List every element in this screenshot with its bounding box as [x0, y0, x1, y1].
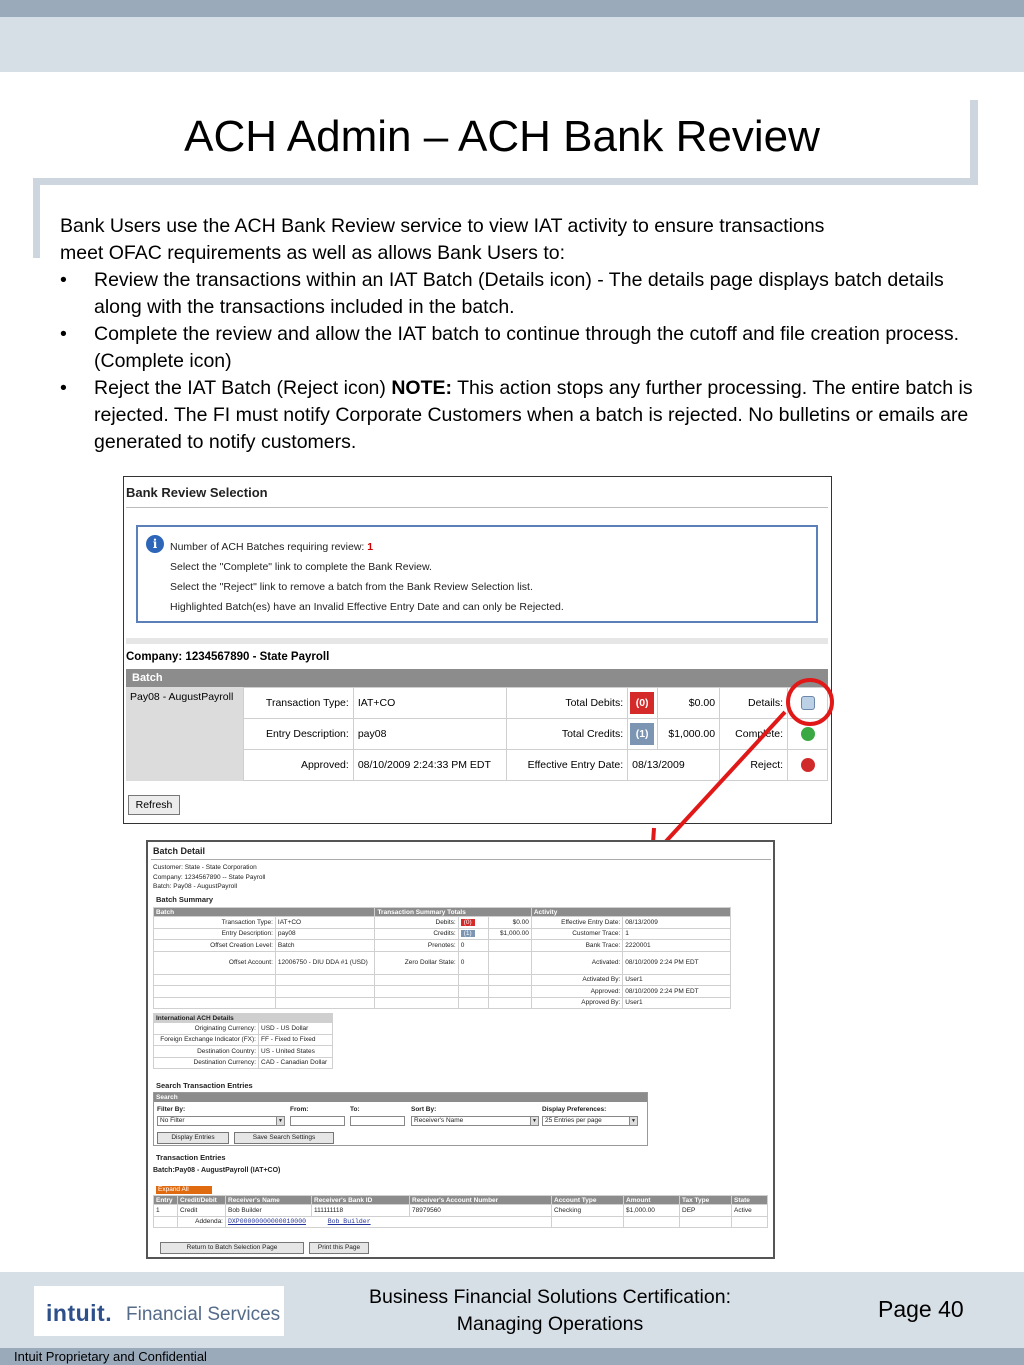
cell: FF - Fixed to Fixed	[259, 1034, 333, 1046]
intro-line-1: Bank Users use the ACH Bank Review service to view IAT activity to ensure transactions	[60, 215, 825, 237]
logo-intuit-text: intuit.	[46, 1300, 113, 1326]
cell: Offset Creation Level:	[154, 940, 276, 952]
addenda-label: Addenda:	[178, 1216, 226, 1228]
cell: Transaction Type:	[154, 917, 276, 929]
cell: Entry Description:	[154, 928, 276, 940]
bullet-dot: •	[60, 269, 67, 291]
sort-value: Receiver's Name	[414, 1117, 464, 1124]
cell: 1	[623, 928, 731, 940]
slide-title: ACH Admin – ACH Bank Review	[184, 112, 820, 161]
to-label: To:	[350, 1106, 360, 1113]
cell: Bank Trace:	[531, 940, 622, 952]
table-row	[154, 928, 731, 940]
cell: 1	[154, 1205, 178, 1217]
debits-badge[interactable]: (0)	[630, 692, 654, 714]
page-number: Page 40	[878, 1296, 964, 1322]
cell: 12006750 - DIU DDA #1 (USD)	[275, 951, 375, 974]
refresh-button[interactable]: Refresh	[128, 795, 180, 815]
cell	[275, 997, 375, 1009]
footer-course-title	[320, 1284, 780, 1338]
cell: 08/13/2009	[623, 917, 731, 929]
bullet-3-text	[94, 375, 995, 456]
chevron-down-icon: ▼	[629, 1117, 637, 1125]
complete-icon[interactable]	[801, 727, 815, 741]
info-line-3: Select the "Reject" link to remove a batch from the Bank Review Selection list.	[170, 581, 533, 593]
table-row	[154, 997, 731, 1009]
cell-label: Total Debits:	[507, 688, 628, 719]
info-line-1-text: Number of ACH Batches requiring review:	[170, 541, 365, 553]
cell-value: 08/10/2009 2:24:33 PM EDT	[353, 750, 507, 781]
entries-header-row	[154, 1196, 768, 1205]
customer-line: Customer: State - State Corporation	[153, 864, 257, 871]
logo-fs-text: Financial Services	[126, 1304, 281, 1325]
display-value: 25 Entries per page	[545, 1117, 602, 1124]
cell-badge	[458, 928, 488, 940]
cell	[154, 986, 276, 998]
display-entries-button[interactable]: Display Entries	[157, 1132, 229, 1144]
summary-header-batch: Batch	[154, 908, 375, 917]
expand-all-button[interactable]: Expand All	[156, 1186, 212, 1194]
cell	[375, 974, 458, 986]
col-header[interactable]: State	[732, 1196, 768, 1205]
batch-info	[153, 863, 265, 892]
cell: $1,000.00	[489, 928, 532, 940]
search-title: Search Transaction Entries	[156, 1081, 253, 1090]
batch-line: Batch: Pay08 - AugustPayroll	[153, 883, 238, 890]
cell: Prenotes:	[375, 940, 458, 952]
cell	[154, 1216, 178, 1228]
sort-label: Sort By:	[411, 1106, 437, 1113]
cell: Activated By:	[531, 974, 622, 986]
cell: Destination Country:	[154, 1046, 259, 1058]
cell: 0	[458, 951, 488, 974]
bullet-1-text: Review the transactions within an IAT Batch (Details icon) - The details page displays batch details along with the transactions included in the batch.	[94, 269, 944, 318]
cell	[275, 986, 375, 998]
cell	[489, 986, 532, 998]
confidential-note: Intuit Proprietary and Confidential	[14, 1349, 207, 1364]
col-header[interactable]: Receiver's Bank ID	[312, 1196, 410, 1205]
cell: USD - US Dollar	[259, 1023, 333, 1035]
display-label: Display Preferences:	[542, 1106, 607, 1113]
bullet-dot: •	[60, 377, 67, 399]
cell: Approved By:	[531, 997, 622, 1009]
info-line-2: Select the "Complete" link to complete the Bank Review.	[170, 561, 432, 573]
cell	[624, 1216, 680, 1228]
col-header[interactable]: Credit/Debit	[178, 1196, 226, 1205]
col-header[interactable]: Entry	[154, 1196, 178, 1205]
cell	[489, 974, 532, 986]
cell: $0.00	[489, 917, 532, 929]
print-page-button[interactable]: Print this Page	[309, 1242, 369, 1254]
cell-amount: 08/13/2009	[628, 750, 720, 781]
entries-title: Transaction Entries	[156, 1153, 226, 1162]
col-header[interactable]: Receiver's Name	[226, 1196, 312, 1205]
cell	[458, 974, 488, 986]
cell-amount: $0.00	[658, 688, 720, 719]
cell-label: Approved:	[244, 750, 354, 781]
cell: Activated:	[531, 951, 622, 974]
cell: $1,000.00	[624, 1205, 680, 1217]
cell	[552, 1216, 624, 1228]
cell: Originating Currency:	[154, 1023, 259, 1035]
table-row	[154, 917, 731, 929]
from-label: From:	[290, 1106, 309, 1113]
cell: Effective Entry Date:	[531, 917, 622, 929]
cell: US - United States	[259, 1046, 333, 1058]
title-frame-left	[33, 178, 40, 258]
chevron-down-icon: ▼	[276, 1117, 284, 1125]
display-select[interactable]	[542, 1116, 638, 1126]
table-row	[154, 1057, 333, 1069]
credits-badge[interactable]: (1)	[630, 723, 654, 745]
company-label: Company: 1234567890 - State Payroll	[126, 651, 330, 663]
cell-label: Entry Description:	[244, 719, 354, 750]
entries-table	[153, 1195, 768, 1228]
cell-value: pay08	[353, 719, 507, 750]
intl-table	[153, 1013, 333, 1069]
from-input[interactable]	[290, 1116, 345, 1126]
cell: Active	[732, 1205, 768, 1217]
cell-label: Effective Entry Date:	[507, 750, 628, 781]
bullet-dot: •	[60, 323, 67, 345]
summary-header-totals: Transaction Summary Totals	[375, 908, 531, 917]
table-row	[154, 974, 731, 986]
save-search-button[interactable]: Save Search Settings	[234, 1132, 334, 1144]
bullet-3	[60, 375, 995, 456]
footer-line-2: Managing Operations	[456, 1313, 644, 1335]
cell: 0	[458, 940, 488, 952]
batch-name: Pay08 - AugustPayroll	[126, 687, 243, 781]
addenda-cell	[226, 1216, 552, 1228]
table-row	[154, 1046, 333, 1058]
intro-line-2: meet OFAC requirements as well as allows Bank Users to:	[60, 242, 566, 264]
summary-title: Batch Summary	[156, 895, 214, 904]
cell: 08/10/2009 2:24 PM EDT	[623, 951, 731, 974]
cell: 08/10/2009 2:24 PM EDT	[623, 986, 731, 998]
filter-label: Filter By:	[157, 1106, 186, 1113]
title-frame-bottom	[33, 178, 978, 185]
note-label: NOTE:	[391, 377, 452, 399]
arrow-line	[658, 712, 785, 850]
batch-detail-screenshot	[146, 840, 775, 1259]
cell: User1	[623, 974, 731, 986]
cell: 2220001	[623, 940, 731, 952]
chevron-down-icon: ▼	[530, 1117, 538, 1125]
info-line-1	[170, 537, 564, 557]
intuit-logo	[34, 1286, 284, 1336]
cell: Batch	[275, 940, 375, 952]
sort-select[interactable]	[411, 1116, 539, 1126]
col-header[interactable]: Tax Type	[680, 1196, 732, 1205]
info-line-4: Highlighted Batch(es) have an Invalid Effective Entry Date and can only be Rejected.	[170, 601, 564, 613]
bullet-3-text-before: Reject the IAT Batch (Reject icon)	[94, 377, 392, 399]
search-header: Search	[154, 1093, 647, 1102]
cell	[154, 974, 276, 986]
to-input[interactable]	[350, 1116, 405, 1126]
reject-icon[interactable]	[801, 758, 815, 772]
cell: Offset Account:	[154, 951, 276, 974]
cell: IAT+CO	[275, 917, 375, 929]
info-lines	[170, 537, 564, 617]
cell	[375, 986, 458, 998]
cell-label: Total Credits:	[507, 719, 628, 750]
company-line: Company: 1234567890 -- State Payroll	[153, 873, 266, 881]
entries-batch: Batch:Pay08 - AugustPayroll (IAT+CO)	[153, 1167, 281, 1174]
table-row	[154, 951, 731, 974]
cell: 78979560	[410, 1205, 552, 1217]
cell	[489, 951, 532, 974]
cell-amount: $1,000.00	[658, 719, 720, 750]
cell	[275, 974, 375, 986]
bullet-1	[60, 267, 995, 321]
bullet-3-text-after: This action stops any further processing. The entire batch is rejected. The FI must notify Corporate Customers when a batch is rejected. No bulletins or emails are generated to notify customers.	[94, 377, 973, 453]
col-header[interactable]: Receiver's Account Number	[410, 1196, 552, 1205]
summary-header-row	[154, 908, 731, 917]
header-divider	[126, 507, 828, 508]
cell: Destination Currency:	[154, 1057, 259, 1069]
table-row	[154, 1023, 333, 1035]
cell	[458, 997, 488, 1009]
intl-title: International ACH Details	[154, 1014, 333, 1023]
cell	[375, 997, 458, 1009]
cell: Bob Builder	[226, 1205, 312, 1217]
debits-badge[interactable]: (0)	[461, 919, 475, 926]
table-row	[154, 986, 731, 998]
footer-line-1: Business Financial Solutions Certification:	[368, 1286, 731, 1308]
info-icon: i	[146, 535, 164, 553]
bullet-2-text: Complete the review and allow the IAT batch to continue through the cutoff and file creation process. (Complete icon)	[94, 323, 960, 372]
cell: User1	[623, 997, 731, 1009]
intl-header-row	[154, 1014, 333, 1023]
filter-select[interactable]	[157, 1116, 285, 1126]
cell-label: Transaction Type:	[244, 688, 354, 719]
addenda-value: DXP00000000000010000	[228, 1218, 307, 1226]
cell: DEP	[680, 1205, 732, 1217]
cell	[489, 997, 532, 1009]
cell: pay08	[275, 928, 375, 940]
addenda-row	[154, 1216, 768, 1228]
cell-label: Reject:	[720, 750, 788, 781]
addenda-name: Bob Builder	[327, 1218, 371, 1226]
batch-header: Batch	[126, 669, 828, 687]
cell-label: Complete:	[720, 719, 788, 750]
col-header[interactable]: Account Type	[552, 1196, 624, 1205]
cell	[489, 940, 532, 952]
top-band-light	[0, 17, 1024, 72]
table-row	[154, 1034, 333, 1046]
cell: CAD - Canadian Dollar	[259, 1057, 333, 1069]
search-panel	[153, 1092, 648, 1146]
cell: Customer Trace:	[531, 928, 622, 940]
cell-label: Details:	[720, 688, 788, 719]
table-row[interactable]	[154, 1205, 768, 1217]
cell: Approved:	[531, 986, 622, 998]
info-count: 1	[367, 541, 374, 553]
cell: Credits:	[375, 928, 458, 940]
table-row	[154, 940, 731, 952]
summary-header-activity: Activity	[531, 908, 730, 917]
cell	[732, 1216, 768, 1228]
return-to-batch-button[interactable]: Return to Batch Selection Page	[160, 1242, 304, 1254]
detail-divider	[151, 859, 771, 860]
credits-badge[interactable]: (1)	[461, 930, 475, 937]
bullet-2	[60, 321, 995, 375]
cell: Foreign Exchange Indicator (FX):	[154, 1034, 259, 1046]
col-header[interactable]: Amount	[624, 1196, 680, 1205]
cell	[154, 997, 276, 1009]
summary-table	[153, 907, 731, 1009]
top-band	[0, 0, 1024, 17]
cell: Credit	[178, 1205, 226, 1217]
cell: 111111118	[312, 1205, 410, 1217]
cell	[680, 1216, 732, 1228]
cell-badge	[458, 917, 488, 929]
divider-bar	[126, 638, 828, 644]
cell: Checking	[552, 1205, 624, 1217]
batch-detail-title: Batch Detail	[153, 846, 206, 856]
cell: Zero Dollar State:	[375, 951, 458, 974]
info-box	[136, 525, 818, 623]
bank-review-header: Bank Review Selection	[126, 485, 268, 500]
cell-value: IAT+CO	[353, 688, 507, 719]
cell: Debits:	[375, 917, 458, 929]
filter-value: No Filter	[160, 1117, 185, 1124]
cell	[458, 986, 488, 998]
intro-text	[60, 213, 995, 456]
